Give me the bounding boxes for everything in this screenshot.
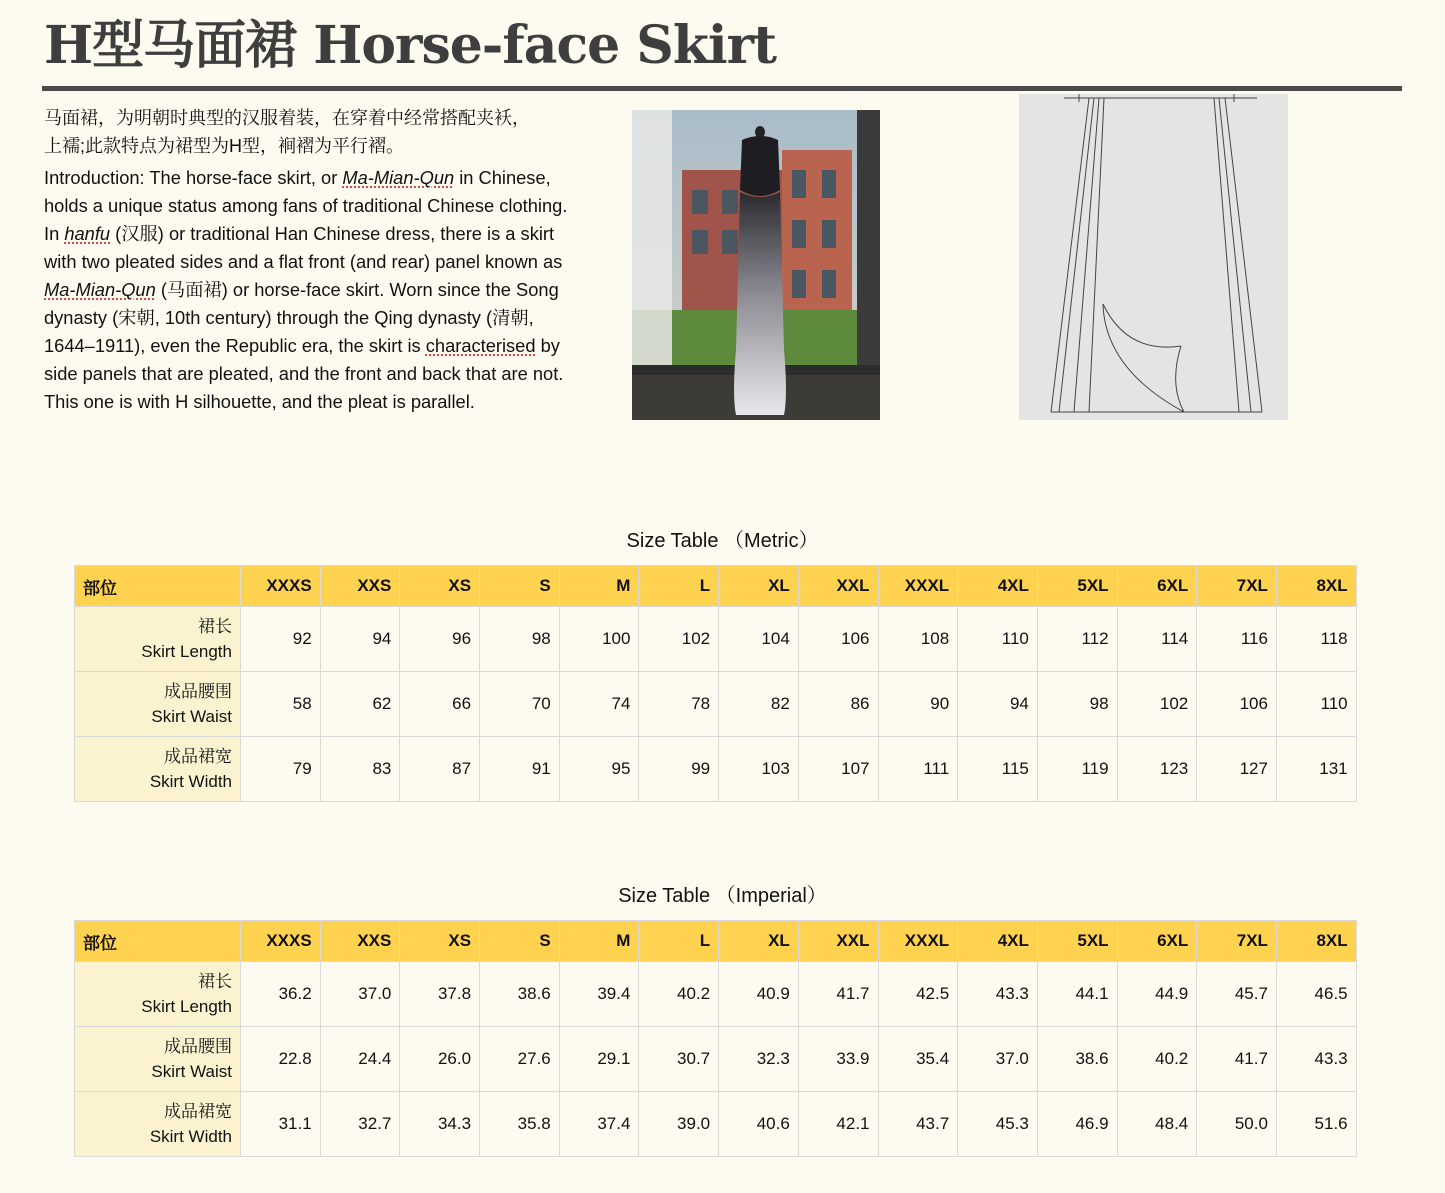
table-cell: 43.7 [878,1092,958,1157]
table-cell: 32.3 [719,1027,799,1092]
table-cell: 34.3 [400,1092,480,1157]
table-cell: 40.2 [639,962,719,1027]
table-cell: 112 [1037,607,1117,672]
table-cell: 104 [719,607,799,672]
table-cell: 108 [878,607,958,672]
table-cell: 74 [559,672,639,737]
table-cell: 39.4 [559,962,639,1027]
row-label-zh: 成品腰围 [164,1037,232,1056]
table-cell: 95 [559,737,639,802]
table-cell: 48.4 [1117,1092,1197,1157]
table-cell: 26.0 [400,1027,480,1092]
row-label-en: Skirt Length [141,642,232,661]
table-cell: 46.9 [1037,1092,1117,1157]
row-label [75,672,241,737]
table-cell: 70 [480,672,560,737]
intro-text-1: Introduction: The horse-face skirt, or [44,167,343,188]
table-cell: 43.3 [1276,1027,1356,1092]
header-cell: XXXS [241,921,321,962]
header-cell: 6XL [1117,566,1197,607]
header-cell: XS [400,566,480,607]
row-label [75,1027,241,1092]
table-cell: 36.2 [241,962,321,1027]
table-cell: 99 [639,737,719,802]
table-cell: 45.3 [958,1092,1038,1157]
table-cell: 123 [1117,737,1197,802]
table-cell: 119 [1037,737,1117,802]
metric-size-table [74,565,1357,802]
table-cell: 31.1 [241,1092,321,1157]
header-cell: XXL [798,566,878,607]
table-cell: 114 [1117,607,1197,672]
skirt-pattern-drawing [1019,94,1288,420]
table-cell: 83 [320,737,400,802]
header-cell: 4XL [958,921,1038,962]
intro-text-4: (马面裙) or horse-face skirt. Worn since the Song dynasty (宋朝, 10th century) through the Qing dynasty (清朝, 1644–1911), even the Republic era, the skirt is [44,279,559,356]
table-cell: 96 [400,607,480,672]
table-cell: 42.1 [798,1092,878,1157]
header-cell: 6XL [1117,921,1197,962]
table-cell: 30.7 [639,1027,719,1092]
table-cell: 111 [878,737,958,802]
table-cell: 40.2 [1117,1027,1197,1092]
table-row [75,607,1357,672]
table-cell: 45.7 [1197,962,1277,1027]
header-cell: 8XL [1276,921,1356,962]
header-cell: M [559,566,639,607]
table-row [75,1027,1357,1092]
table-cell: 106 [1197,672,1277,737]
imperial-table-caption: Size Table （Imperial） [618,885,827,907]
row-label-en: Skirt Waist [151,707,232,726]
term-characterised: characterised [425,335,536,356]
row-label-en: Skirt Length [141,997,232,1016]
intro-text-3: (汉服) or traditional Han Chinese dress, there is a skirt with two pleated sides and a flat front (and rear) panel known as [44,223,563,272]
title-divider [42,86,1402,91]
table-cell: 118 [1276,607,1356,672]
table-header-row [75,566,1357,607]
intro-text-5: by side panels that are pleated, and the front and back that are not. This one is with H silhouette, and the pleat is parallel. [44,335,564,412]
row-label-zh: 裙长 [198,972,232,991]
table-cell: 41.7 [1197,1027,1277,1092]
table-cell: 29.1 [559,1027,639,1092]
page-title: H型马面裙 Horse-face Skirt [44,15,777,76]
table-cell: 38.6 [1037,1027,1117,1092]
table-cell: 38.6 [480,962,560,1027]
table-cell: 131 [1276,737,1356,802]
table-cell: 86 [798,672,878,737]
header-cell: 5XL [1037,566,1117,607]
row-label-en: Skirt Width [149,1127,232,1146]
table-cell: 35.8 [480,1092,560,1157]
imperial-size-table [74,920,1357,1157]
table-cell: 41.7 [798,962,878,1027]
table-cell: 98 [1037,672,1117,737]
table-cell: 102 [1117,672,1197,737]
table-cell: 78 [639,672,719,737]
table-cell: 42.5 [878,962,958,1027]
table-row [75,1092,1357,1157]
row-label [75,607,241,672]
table-cell: 40.9 [719,962,799,1027]
table-row [75,672,1357,737]
table-cell: 37.0 [958,1027,1038,1092]
table-cell: 127 [1197,737,1277,802]
table-cell: 37.0 [320,962,400,1027]
table-cell: 50.0 [1197,1092,1277,1157]
intro-chinese-line-1: 马面裙，为明朝时典型的汉服着装，在穿着中经常搭配夹袄， [44,108,530,128]
table-cell: 46.5 [1276,962,1356,1027]
row-label-zh: 成品腰围 [164,682,232,701]
table-cell: 79 [241,737,321,802]
table-cell: 44.1 [1037,962,1117,1027]
table-cell: 51.6 [1276,1092,1356,1157]
table-cell: 106 [798,607,878,672]
header-cell: 部位 [75,566,241,607]
header-cell: XL [719,566,799,607]
row-label-zh: 成品裙宽 [164,747,232,766]
table-cell: 92 [241,607,321,672]
header-cell: 7XL [1197,566,1277,607]
mannequin-photo [632,110,880,420]
table-cell: 33.9 [798,1027,878,1092]
table-cell: 32.7 [320,1092,400,1157]
header-cell: XXXL [878,566,958,607]
header-cell: XXXL [878,921,958,962]
intro-chinese-line-2: 上襦;此款特点为裙型为H型，裥褶为平行褶。 [44,136,404,156]
header-cell: XXS [320,566,400,607]
header-cell: S [480,566,560,607]
header-cell: XXL [798,921,878,962]
table-cell: 110 [1276,672,1356,737]
table-cell: 22.8 [241,1027,321,1092]
table-cell: 110 [958,607,1038,672]
row-label-zh: 成品裙宽 [164,1102,232,1121]
table-cell: 94 [958,672,1038,737]
table-row [75,737,1357,802]
header-cell: XS [400,921,480,962]
table-cell: 66 [400,672,480,737]
table-cell: 94 [320,607,400,672]
row-label [75,737,241,802]
intro-english [44,164,584,416]
row-label [75,1092,241,1157]
header-cell: 8XL [1276,566,1356,607]
table-row [75,962,1357,1027]
table-cell: 90 [878,672,958,737]
table-cell: 35.4 [878,1027,958,1092]
header-cell: XXXS [241,566,321,607]
term-ma-mian-qun-2: Ma-Mian-Qun [44,279,156,300]
header-cell: 7XL [1197,921,1277,962]
table-cell: 27.6 [480,1027,560,1092]
row-label-en: Skirt Waist [151,1062,232,1081]
intro-text-2: in Chinese, holds a unique status among fans of traditional Chinese clothing. In [44,167,568,244]
table-cell: 103 [719,737,799,802]
table-cell: 58 [241,672,321,737]
row-label-zh: 裙长 [198,617,232,636]
table-cell: 24.4 [320,1027,400,1092]
table-cell: 98 [480,607,560,672]
table-cell: 100 [559,607,639,672]
table-cell: 62 [320,672,400,737]
header-cell: M [559,921,639,962]
header-cell: 4XL [958,566,1038,607]
table-cell: 116 [1197,607,1277,672]
table-cell: 107 [798,737,878,802]
table-header-row [75,921,1357,962]
header-cell: XXS [320,921,400,962]
skirt-pattern-art [1019,94,1288,420]
table-cell: 37.8 [400,962,480,1027]
intro-section [44,104,584,416]
intro-chinese [44,104,584,160]
row-label-en: Skirt Width [149,772,232,791]
row-label [75,962,241,1027]
term-ma-mian-qun: Ma-Mian-Qun [342,167,455,188]
table-cell: 102 [639,607,719,672]
table-cell: 40.6 [719,1092,799,1157]
term-hanfu: hanfu [64,223,111,244]
header-cell: L [639,921,719,962]
header-cell: S [480,921,560,962]
table-cell: 87 [400,737,480,802]
table-cell: 37.4 [559,1092,639,1157]
header-cell: XL [719,921,799,962]
header-cell: 部位 [75,921,241,962]
table-cell: 91 [480,737,560,802]
table-cell: 43.3 [958,962,1038,1027]
table-cell: 39.0 [639,1092,719,1157]
metric-table-caption: Size Table （Metric） [626,530,819,552]
header-cell: L [639,566,719,607]
header-cell: 5XL [1037,921,1117,962]
mannequin-photo-art [632,110,880,420]
table-cell: 44.9 [1117,962,1197,1027]
table-cell: 115 [958,737,1038,802]
table-cell: 82 [719,672,799,737]
